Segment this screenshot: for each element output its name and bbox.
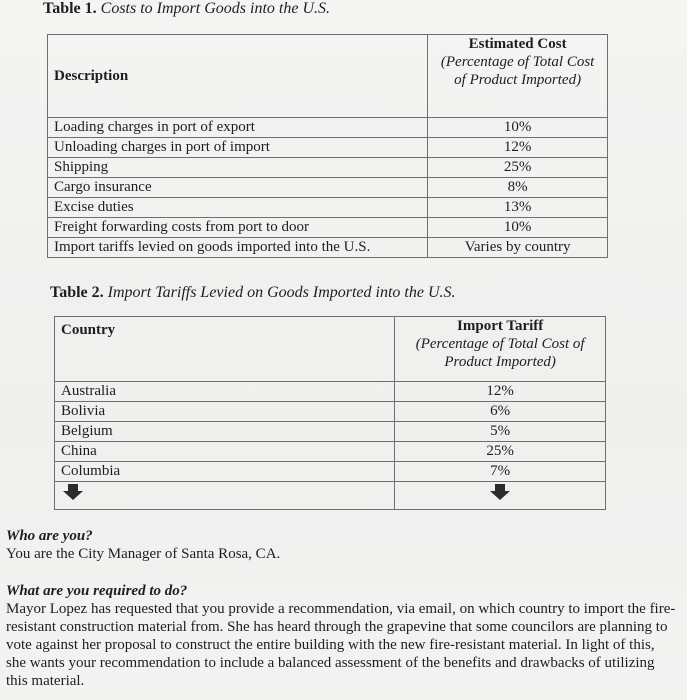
country-name: Bolivia: [55, 402, 395, 422]
header-tariff-sub: (Percentage of Total Cost of Product Imported): [415, 336, 585, 370]
header-import-tariff: [395, 317, 606, 382]
cost-value: 25%: [428, 158, 608, 178]
cost-description: Unloading charges in port of import: [48, 138, 428, 158]
table-row: [55, 422, 606, 442]
table-row-more: [55, 482, 606, 510]
header-country: Country: [55, 317, 395, 382]
costs-table-header: [48, 35, 608, 118]
cost-description: Shipping: [48, 158, 428, 178]
country-name: Columbia: [55, 462, 395, 482]
country-more-cell: [55, 482, 395, 510]
table2-caption: [50, 284, 456, 302]
header-estimated-cost: [428, 35, 608, 118]
tariffs-table: [54, 316, 606, 510]
table2-caption-label: Table 2.: [50, 284, 104, 301]
tariffs-table-header: [55, 317, 606, 382]
costs-table: [47, 34, 608, 258]
tariff-more-cell: [395, 482, 606, 510]
table-row: [55, 442, 606, 462]
tariff-value: 25%: [395, 442, 606, 462]
table1-caption-title: Costs to Import Goods into the U.S.: [100, 0, 330, 17]
tariff-value: 6%: [395, 402, 606, 422]
header-tariff-title: Import Tariff: [457, 318, 544, 334]
cost-value: 10%: [428, 218, 608, 238]
cost-description: Excise duties: [48, 198, 428, 218]
cost-value: 12%: [428, 138, 608, 158]
cost-description: Import tariffs levied on goods imported into the U.S.: [48, 238, 428, 258]
country-name: Belgium: [55, 422, 395, 442]
cost-description: Freight forwarding costs from port to door: [48, 218, 428, 238]
cost-value: 10%: [428, 118, 608, 138]
table-row: [48, 238, 608, 258]
table2-caption-title: Import Tariffs Levied on Goods Imported into the U.S.: [107, 284, 456, 301]
table-row: [48, 218, 608, 238]
country-name: China: [55, 442, 395, 462]
who-section: [6, 527, 676, 563]
cost-value: 8%: [428, 178, 608, 198]
tariff-value: 5%: [395, 422, 606, 442]
table-row: [55, 402, 606, 422]
header-cost-title: Estimated Cost: [468, 36, 567, 52]
header-description: Description: [48, 35, 428, 118]
table-row: [48, 178, 608, 198]
country-name: Australia: [55, 382, 395, 402]
table-row: [48, 158, 608, 178]
arrow-down-icon: [488, 484, 512, 500]
cost-value: 13%: [428, 198, 608, 218]
who-question: Who are you?: [6, 528, 93, 544]
table-row: [48, 118, 608, 138]
table-row: [48, 198, 608, 218]
header-cost-sub: (Percentage of Total Cost of Product Imported): [440, 54, 595, 88]
tariff-value: 7%: [395, 462, 606, 482]
what-section: [6, 582, 676, 690]
tariff-value: 12%: [395, 382, 606, 402]
what-answer: Mayor Lopez has requested that you provide a recommendation, via email, on which country to import the fire-resistant construction material from. She has heard through the grapevine that some councilors are planning to vote against her proposal to construct the entire building with the new fire-resistant material. In light of this, she wants your recommendation to include a balanced assessment of the benefits and drawbacks of utilizing this material.: [6, 601, 676, 689]
cost-description: Cargo insurance: [48, 178, 428, 198]
cost-description: Loading charges in port of export: [48, 118, 428, 138]
table-row: [55, 382, 606, 402]
table-row: [48, 138, 608, 158]
who-answer: You are the City Manager of Santa Rosa, CA.: [6, 546, 281, 562]
table1-caption: [43, 0, 330, 18]
table-row: [55, 462, 606, 482]
cost-value: Varies by country: [428, 238, 608, 258]
what-question: What are you required to do?: [6, 583, 188, 599]
arrow-down-icon: [61, 484, 85, 500]
table1-caption-label: Table 1.: [43, 0, 97, 17]
